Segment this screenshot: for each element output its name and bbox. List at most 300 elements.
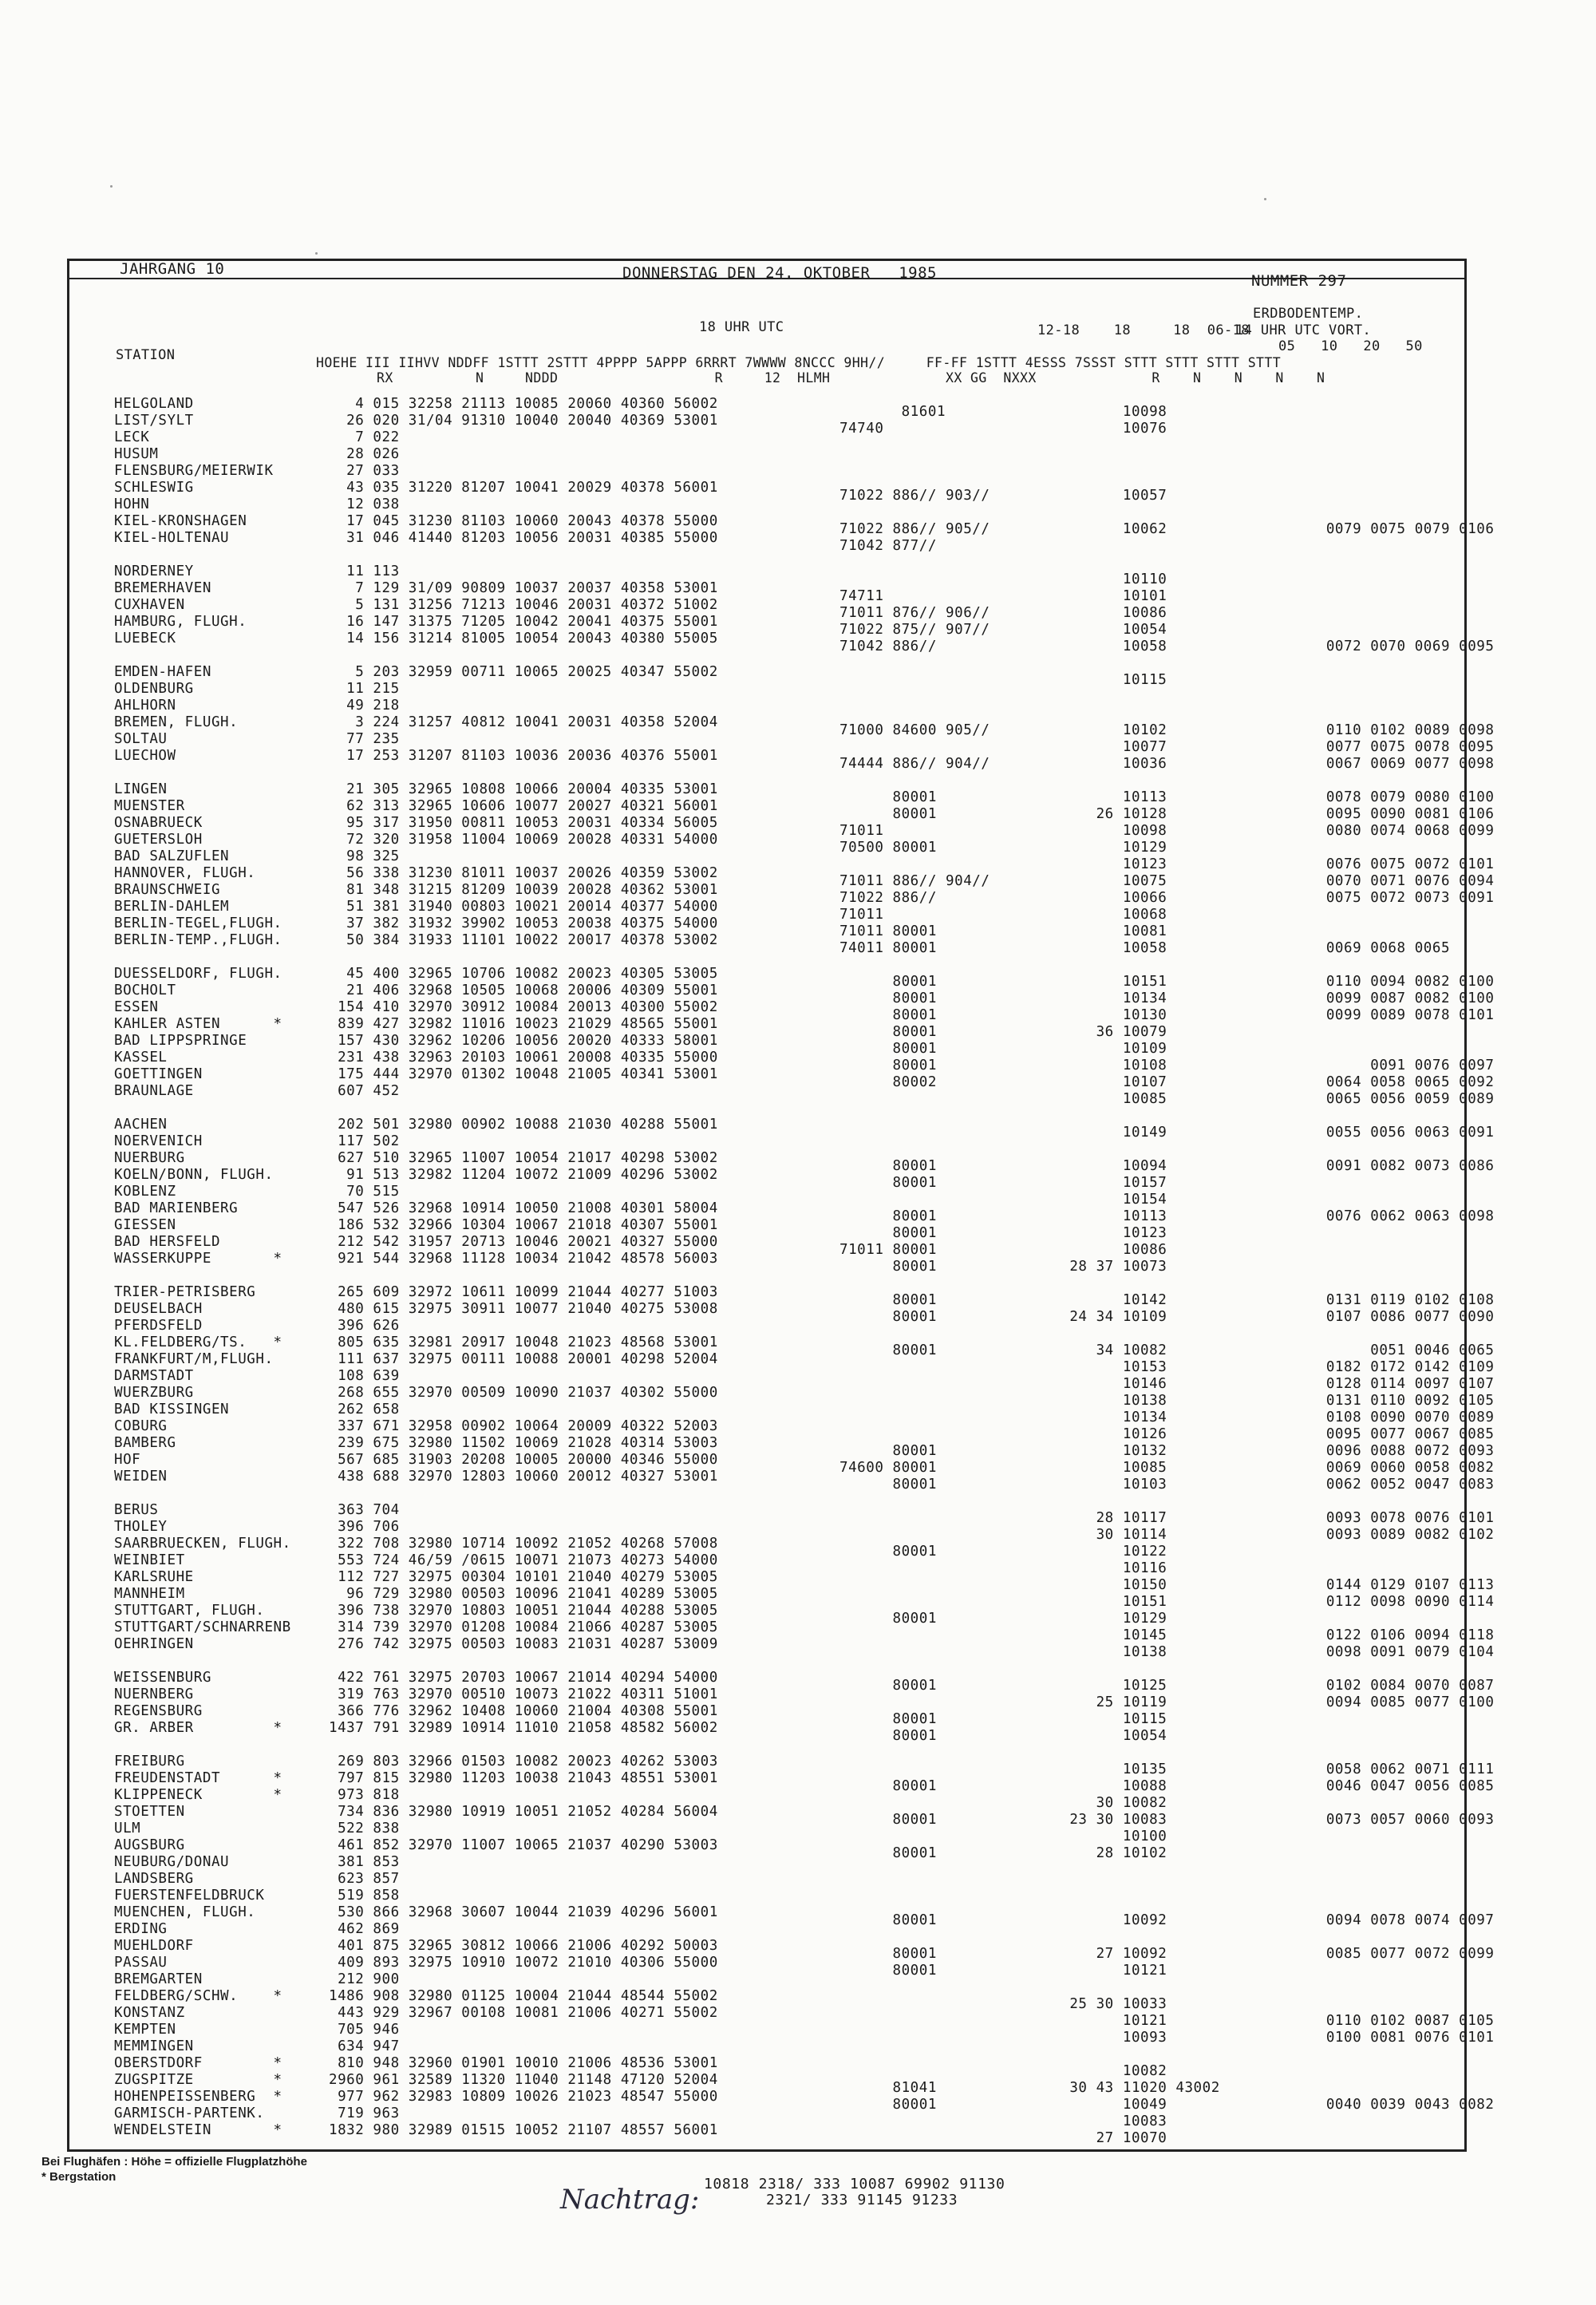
extremes-entry: 10153 0182 0172 0142 0109 bbox=[1034, 1359, 1495, 1375]
extremes-entry: 23 30 10083 0073 0057 0060 0093 bbox=[1034, 1812, 1495, 1828]
weather-group-entry: 70500 80001 bbox=[839, 840, 937, 856]
extremes-entry: 28 37 10073 bbox=[1034, 1259, 1167, 1275]
station-name: KLIPPENECK * bbox=[114, 1787, 282, 1803]
extremes-entry: 10113 0078 0079 0080 0100 bbox=[1034, 789, 1495, 805]
station-name: SCHLESWIG bbox=[114, 480, 194, 496]
synop-row-data: 262 658 bbox=[329, 1402, 400, 1417]
synop-row-data: 805 635 32981 20917 10048 21023 48568 53001 bbox=[329, 1334, 718, 1350]
synop-row-data: 11 215 bbox=[329, 681, 400, 697]
soil-temp-depths: 05 10 20 50 bbox=[1278, 338, 1423, 354]
extremes-entry: 10083 bbox=[1034, 2113, 1167, 2129]
weather-group-entry: 80001 bbox=[839, 1007, 937, 1023]
weather-group-entry: 71042 886// bbox=[839, 639, 937, 654]
station-name: HOF bbox=[114, 1452, 141, 1468]
synop-row-data: 21 305 32965 10808 10066 20004 40335 53001 bbox=[329, 781, 718, 797]
station-name: SAARBRUECKEN, FLUGH. bbox=[114, 1536, 291, 1552]
synop-row-data: 2960 961 32589 11320 11040 21148 47120 52004 bbox=[329, 2072, 718, 2088]
synop-row-data: 567 685 31903 20208 10005 20000 40346 55000 bbox=[329, 1452, 718, 1468]
extremes-entry: 10150 0144 0129 0107 0113 bbox=[1034, 1577, 1495, 1593]
weather-group-entry bbox=[839, 1879, 990, 1896]
extremes-entry: 34 10082 0051 0046 0065 bbox=[1034, 1342, 1495, 1358]
extremes-entry: 10123 0076 0075 0072 0101 bbox=[1034, 856, 1495, 872]
station-name bbox=[114, 1267, 291, 1284]
synop-row-data: 157 430 32962 10206 10056 20020 40333 58001 bbox=[329, 1033, 718, 1049]
synop-row-data: 3 224 31257 40812 10041 20031 40358 52004 bbox=[329, 714, 718, 730]
extremes-entry: 10098 0080 0074 0068 0099 bbox=[1034, 823, 1495, 839]
synop-row-data: 462 869 bbox=[329, 1921, 400, 1937]
weather-group-entry: 80001 bbox=[839, 1711, 937, 1727]
station-name: KL.FELDBERG/TS. * bbox=[114, 1334, 282, 1350]
weather-group-entry bbox=[839, 1359, 990, 1376]
station-name: NOERVENICH bbox=[114, 1133, 203, 1149]
extremes-entry: 28 10117 0093 0078 0076 0101 bbox=[1034, 1510, 1495, 1526]
weather-group-entry bbox=[839, 1125, 990, 1141]
synop-row-data: 16 147 31375 71205 10042 20041 40375 55001 bbox=[329, 614, 718, 630]
weather-group-entry: 80001 bbox=[839, 1058, 937, 1073]
weather-group-entry bbox=[839, 957, 990, 974]
station-name bbox=[114, 647, 291, 664]
weather-group-entry: 74444 886// 904// bbox=[839, 756, 990, 772]
weather-group-entry: 71042 877// bbox=[839, 538, 937, 554]
synop-row-data: 7 022 bbox=[329, 429, 400, 445]
weather-groups-column bbox=[839, 404, 990, 2147]
synop-row-data: 522 838 bbox=[329, 1821, 400, 1836]
weather-group-entry: 81601 bbox=[839, 404, 946, 420]
station-name: BREMERHAVEN bbox=[114, 580, 211, 596]
synop-row-data: 461 852 32970 11007 10065 21037 40290 53003 bbox=[329, 1837, 718, 1853]
station-name: BREMEN, FLUGH. bbox=[114, 714, 239, 730]
extremes-entry: 10146 0128 0114 0097 0107 bbox=[1034, 1376, 1495, 1392]
station-name: WEINBIET bbox=[114, 1552, 185, 1568]
footnote-airport-height: Bei Flughäfen : Höhe = offizielle Flugplatzhöhe bbox=[41, 2155, 307, 2169]
weather-group-entry bbox=[839, 773, 990, 789]
station-name: STUTTGART/SCHNARRENB bbox=[114, 1619, 291, 1635]
extremes-entry: 10134 0099 0087 0082 0100 bbox=[1034, 990, 1495, 1006]
synop-row-data bbox=[329, 1653, 718, 1670]
extremes-entry: 10121 bbox=[1034, 1963, 1167, 1979]
station-name: KIEL-HOLTENAU bbox=[114, 530, 230, 546]
extremes-entry: 10098 bbox=[1034, 404, 1167, 420]
station-name: LUEBECK bbox=[114, 631, 176, 646]
weather-group-entry bbox=[839, 672, 990, 689]
weather-group-entry bbox=[839, 471, 990, 488]
extremes-entry: 10129 bbox=[1034, 840, 1167, 856]
extremes-entry: 10132 0096 0088 0072 0093 bbox=[1034, 1443, 1495, 1459]
extremes-entry: 10154 bbox=[1034, 1192, 1167, 1208]
weather-group-entry: 80001 bbox=[839, 1158, 937, 1174]
synop-row-data: 268 655 32970 00509 10090 21037 40302 55000 bbox=[329, 1385, 718, 1401]
extremes-entry: 10086 bbox=[1034, 605, 1167, 621]
extremes-entry bbox=[1034, 1929, 1494, 1946]
station-name: EMDEN-HAFEN bbox=[114, 664, 211, 680]
station-name: SOLTAU bbox=[114, 731, 168, 747]
extremes-entry: 10130 0099 0089 0078 0101 bbox=[1034, 1007, 1495, 1023]
station-name: BERUS bbox=[114, 1502, 159, 1518]
extremes-entry bbox=[1034, 655, 1494, 672]
weather-group-entry bbox=[839, 454, 990, 471]
station-name bbox=[114, 765, 291, 781]
synop-row-data: 519 858 bbox=[329, 1888, 400, 1904]
secondary-time-heading: 12-18 18 18 06-18 bbox=[1037, 322, 1250, 338]
synop-row-data: 973 818 bbox=[329, 1787, 400, 1803]
synop-row-data: 91 513 32982 11204 10072 21009 40296 53002 bbox=[329, 1167, 718, 1183]
synop-row-data: 28 026 bbox=[329, 446, 400, 462]
station-name: ZUGSPITZE * bbox=[114, 2072, 282, 2088]
extremes-entry: 10126 0095 0077 0067 0085 bbox=[1034, 1426, 1495, 1442]
extremes-entry: 10054 bbox=[1034, 622, 1167, 638]
synop-row-data bbox=[329, 1100, 718, 1117]
synop-row-data: 51 381 31940 00803 10021 20014 40377 54000 bbox=[329, 899, 718, 915]
station-name: BERLIN-TEMP.,FLUGH. bbox=[114, 932, 282, 948]
extremes-entry bbox=[1034, 706, 1494, 722]
weather-group-entry: 80001 bbox=[839, 1342, 937, 1358]
station-name: FREIBURG bbox=[114, 1753, 185, 1769]
extremes-entry bbox=[1034, 1108, 1494, 1125]
column-codes-row-1: HOEHE III IIHVV NDDFF 1STTT 2STTT 4PPPP 5APPP 6RRRT 7WWWW 8NCCC 9HH// FF-FF 1STTT 4ESSS 7SSST STTT STTT STTT STTT bbox=[316, 355, 1282, 370]
extremes-entry: 10058 0072 0070 0069 0095 bbox=[1034, 639, 1495, 654]
extremes-entry: 10151 0110 0094 0082 0100 bbox=[1034, 974, 1495, 990]
station-name: KONSTANZ bbox=[114, 2005, 185, 2021]
station-name: NEUBURG/DONAU bbox=[114, 1854, 230, 1870]
weather-group-entry: 74011 80001 bbox=[839, 940, 937, 956]
synop-row-data: 7 129 31/09 90809 10037 20037 40358 53001 bbox=[329, 580, 718, 596]
extremes-entry: 10086 bbox=[1034, 1242, 1167, 1258]
synop-row-data: 443 929 32967 00108 10081 21006 40271 55002 bbox=[329, 2005, 718, 2021]
weather-group-entry: 80001 bbox=[839, 1208, 937, 1224]
weather-group-entry bbox=[839, 2046, 990, 2063]
synop-row-data: 422 761 32975 20703 10067 21014 40294 54000 bbox=[329, 1670, 718, 1686]
station-name: BREMGARTEN bbox=[114, 1971, 203, 1987]
addendum-line-2: 2321/ 333 91145 91233 bbox=[766, 2192, 958, 2208]
weather-group-entry: 71022 886// 903// bbox=[839, 488, 990, 504]
extremes-entry: 10101 bbox=[1034, 588, 1167, 604]
extremes-entry: 10093 0100 0081 0076 0101 bbox=[1034, 2030, 1495, 2046]
station-name: TRIER-PETRISBERG bbox=[114, 1284, 256, 1300]
weather-group-entry: 80001 bbox=[839, 1678, 937, 1694]
station-name: OLDENBURG bbox=[114, 681, 194, 697]
station-name: KAHLER ASTEN * bbox=[114, 1016, 282, 1032]
station-name: AHLHORN bbox=[114, 698, 176, 714]
station-name: MEMMINGEN bbox=[114, 2038, 194, 2054]
station-name: HOHN bbox=[114, 496, 150, 512]
weather-group-entry bbox=[839, 1829, 990, 1845]
weather-group-entry bbox=[839, 1761, 990, 1778]
weather-group-entry: 80001 bbox=[839, 1912, 937, 1928]
station-name: BOCHOLT bbox=[114, 982, 176, 998]
extremes-entry: 26 10128 0095 0090 0081 0106 bbox=[1034, 806, 1495, 822]
station-name: LANDSBERG bbox=[114, 1871, 194, 1887]
station-name: STOETTEN bbox=[114, 1804, 185, 1820]
synop-row-data: 202 501 32980 00902 10088 21030 40288 55001 bbox=[329, 1117, 718, 1133]
extremes-entry: 10125 0102 0084 0070 0087 bbox=[1034, 1678, 1495, 1694]
scan-speck bbox=[110, 185, 113, 188]
weather-group-entry: 80001 bbox=[839, 1845, 937, 1861]
extremes-entry: 10145 0122 0106 0094 0118 bbox=[1034, 1627, 1495, 1643]
station-name: BAD MARIENBERG bbox=[114, 1200, 239, 1216]
extremes-entry bbox=[1034, 1879, 1494, 1896]
scan-speck bbox=[1264, 198, 1266, 200]
weather-group-entry: 71011 876// 906// bbox=[839, 605, 990, 621]
extremes-entry bbox=[1034, 957, 1494, 974]
weather-group-entry bbox=[839, 2063, 990, 2080]
extremes-entry: 10110 bbox=[1034, 571, 1167, 587]
station-name: HAMBURG, FLUGH. bbox=[114, 614, 247, 630]
synop-row-data: 37 382 31932 39902 10053 20038 40375 54000 bbox=[329, 915, 718, 931]
station-name: HELGOLAND bbox=[114, 396, 194, 412]
weather-group-entry bbox=[839, 555, 990, 571]
weather-group-entry: 71011 886// 904// bbox=[839, 873, 990, 889]
weather-group-entry bbox=[839, 655, 990, 672]
weather-group-entry: 80001 bbox=[839, 1225, 937, 1241]
station-name: KARLSRUHE bbox=[114, 1569, 194, 1585]
synop-row-data bbox=[329, 1485, 718, 1502]
synop-row-data: 734 836 32980 10919 10051 21052 40284 56004 bbox=[329, 1804, 718, 1820]
station-name: PASSAU bbox=[114, 1955, 168, 1971]
station-name: LINGEN bbox=[114, 781, 168, 797]
weather-group-entry bbox=[839, 1896, 990, 1912]
synop-row-data: 314 739 32970 01208 10084 21066 40287 53005 bbox=[329, 1619, 718, 1635]
extremes-entry: 10123 bbox=[1034, 1225, 1167, 1241]
extremes-entry: 10085 0069 0060 0058 0082 bbox=[1034, 1460, 1495, 1476]
synop-row-data: 719 963 bbox=[329, 2105, 400, 2121]
weather-group-entry bbox=[839, 1108, 990, 1125]
weather-group-entry bbox=[839, 739, 990, 756]
weather-group-entry: 80001 bbox=[839, 789, 937, 805]
extremes-entry bbox=[1034, 1862, 1494, 1879]
weather-group-entry bbox=[839, 706, 990, 722]
extremes-entry bbox=[1034, 471, 1494, 488]
weather-group-entry: 80001 bbox=[839, 1024, 937, 1040]
extremes-entry: 10088 0046 0047 0056 0085 bbox=[1034, 1778, 1495, 1794]
synop-row-data: 553 724 46/59 /0615 10071 21073 40273 54000 bbox=[329, 1552, 718, 1568]
weather-group-entry: 71022 886// bbox=[839, 890, 937, 906]
synop-row-data: 1437 791 32989 10914 11010 21058 48582 56002 bbox=[329, 1720, 718, 1736]
station-name: BAMBERG bbox=[114, 1435, 176, 1451]
synop-row-data: 1832 980 32989 01515 10052 21107 48557 56001 bbox=[329, 2122, 718, 2138]
extremes-entry: 10094 0091 0082 0073 0086 bbox=[1034, 1158, 1495, 1174]
weather-group-entry bbox=[839, 1393, 990, 1409]
station-name: ERDING bbox=[114, 1921, 168, 1937]
station-name: LUECHOW bbox=[114, 748, 176, 764]
synop-row-data: 239 675 32980 11502 10069 21028 40314 53003 bbox=[329, 1435, 718, 1451]
station-name: THOLEY bbox=[114, 1519, 168, 1535]
weather-group-entry: 80001 bbox=[839, 1778, 937, 1794]
extremes-entry bbox=[1034, 1275, 1494, 1292]
synop-row-data: 112 727 32975 00304 10101 21040 40279 53005 bbox=[329, 1569, 718, 1585]
station-name: WASSERKUPPE * bbox=[114, 1251, 282, 1267]
synop-row-data: 77 235 bbox=[329, 731, 400, 747]
station-name: STUTTGART, FLUGH. bbox=[114, 1603, 265, 1619]
synop-row-data: 98 325 bbox=[329, 848, 400, 864]
extremes-entry: 10085 0065 0056 0059 0089 bbox=[1034, 1091, 1495, 1107]
station-name bbox=[114, 1100, 291, 1117]
synop-row-data: 27 033 bbox=[329, 463, 400, 479]
station-name: BRAUNSCHWEIG bbox=[114, 882, 221, 898]
station-name: GUETERSLOH bbox=[114, 832, 203, 848]
station-name bbox=[114, 949, 291, 966]
extremes-entry: 10092 0094 0078 0074 0097 bbox=[1034, 1912, 1495, 1928]
synop-row-data: 14 156 31214 81005 10054 20043 40380 55005 bbox=[329, 631, 718, 646]
station-name: DARMSTADT bbox=[114, 1368, 194, 1384]
station-name: OBERSTDORF * bbox=[114, 2055, 282, 2071]
extremes-entry: 10151 0112 0098 0090 0114 bbox=[1034, 1594, 1495, 1610]
extremes-entry: 28 10102 bbox=[1034, 1845, 1167, 1861]
station-name: FRANKFURT/M,FLUGH. bbox=[114, 1351, 274, 1367]
station-name: COBURG bbox=[114, 1418, 168, 1434]
synop-row-data: 705 946 bbox=[329, 2022, 400, 2038]
scan-speck bbox=[315, 252, 318, 255]
extremes-entry bbox=[1034, 1326, 1494, 1342]
weather-group-entry bbox=[839, 437, 990, 454]
weather-group-entry: 80001 bbox=[839, 1443, 937, 1459]
synop-row-data bbox=[329, 949, 718, 966]
weather-group-entry: 71011 bbox=[839, 823, 884, 839]
station-name: ESSEN bbox=[114, 999, 159, 1015]
volume-label: JAHRGANG 10 bbox=[120, 260, 225, 278]
extremes-entry: 36 10079 bbox=[1034, 1024, 1167, 1040]
synop-row-data: 111 637 32975 00111 10088 20001 40298 52004 bbox=[329, 1351, 718, 1367]
synop-row-data: 26 020 31/04 91310 10040 20040 40369 53001 bbox=[329, 413, 718, 429]
synop-row-data: 72 320 31958 11004 10069 20028 40331 54000 bbox=[329, 832, 718, 848]
synop-row-data: 319 763 32970 00510 10073 21022 40311 51001 bbox=[329, 1686, 718, 1702]
synop-row-data: 530 866 32968 30607 10044 21039 40296 56001 bbox=[329, 1904, 718, 1920]
synop-row-data: 607 452 bbox=[329, 1083, 400, 1099]
extremes-entry: 30 10082 bbox=[1034, 1795, 1167, 1811]
synop-row-data: 921 544 32968 11128 10034 21042 48578 56003 bbox=[329, 1251, 718, 1267]
weather-group-entry bbox=[839, 571, 990, 588]
extremes-entry: 10066 0075 0072 0073 0091 bbox=[1034, 890, 1495, 906]
synop-row-data: 977 962 32983 10809 10026 21023 48547 55000 bbox=[329, 2089, 718, 2105]
soil-temp-title: ERDBODENTEMP. bbox=[1253, 306, 1364, 322]
station-name: BAD KISSINGEN bbox=[114, 1402, 230, 1417]
synop-row-data: 50 384 31933 11101 10022 20017 40378 53002 bbox=[329, 932, 718, 948]
extremes-entry: 25 10119 0094 0085 0077 0100 bbox=[1034, 1694, 1495, 1710]
weather-group-entry bbox=[839, 1644, 990, 1661]
extremes-entry: 10121 0110 0102 0087 0105 bbox=[1034, 2013, 1495, 2029]
station-name bbox=[114, 1485, 291, 1502]
weather-group-entry: 80001 bbox=[839, 990, 937, 1006]
synop-row-data: 396 706 bbox=[329, 1519, 400, 1535]
extremes-entry: 30 10114 0093 0089 0082 0102 bbox=[1034, 1527, 1495, 1543]
synop-row-data: 322 708 32980 10714 10092 21052 40268 57008 bbox=[329, 1536, 718, 1552]
extremes-entry: 10115 bbox=[1034, 1711, 1167, 1727]
synop-row-data: 623 857 bbox=[329, 1871, 400, 1887]
synop-row-data: 396 626 bbox=[329, 1318, 400, 1334]
extremes-entry: 10134 0108 0090 0070 0089 bbox=[1034, 1409, 1495, 1425]
extremes-entry: 10103 0062 0052 0047 0083 bbox=[1034, 1477, 1495, 1493]
station-name: BRAUNLAGE bbox=[114, 1083, 194, 1099]
synop-row-data: 276 742 32975 00503 10083 21031 40287 53009 bbox=[329, 1636, 718, 1652]
weather-group-entry: 80001 bbox=[839, 1477, 937, 1493]
extremes-soil-temp-column bbox=[1034, 404, 1494, 2147]
station-name: LECK bbox=[114, 429, 150, 445]
synop-row-data: 81 348 31215 81209 10039 20028 40362 53001 bbox=[329, 882, 718, 898]
synop-row-data: 17 045 31230 81103 10060 20043 40378 55000 bbox=[329, 513, 718, 529]
station-name: WEISSENBURG bbox=[114, 1670, 211, 1686]
station-name: NUERBURG bbox=[114, 1150, 185, 1166]
weather-group-entry: 71022 875// 907// bbox=[839, 622, 990, 638]
weather-group-entry bbox=[839, 1510, 990, 1527]
station-name: PFERDSFELD bbox=[114, 1318, 203, 1334]
weather-group-entry: 80001 bbox=[839, 2097, 937, 2113]
weather-group-entry bbox=[839, 856, 990, 873]
extremes-entry: 10135 0058 0062 0071 0111 bbox=[1034, 1761, 1495, 1777]
weather-group-entry bbox=[839, 1141, 990, 1158]
observation-time-heading: 18 UHR UTC bbox=[699, 319, 784, 335]
weather-group-entry: 71022 886// 905// bbox=[839, 521, 990, 537]
weather-group-entry bbox=[839, 1192, 990, 1208]
synop-row-data bbox=[329, 1267, 718, 1284]
station-name: HOHENPEISSENBERG * bbox=[114, 2089, 282, 2105]
station-name: KEMPTEN bbox=[114, 2022, 176, 2038]
weather-group-entry bbox=[839, 1527, 990, 1544]
station-name bbox=[114, 1737, 291, 1753]
report-date: DONNERSTAG DEN 24. OKTOBER 1985 bbox=[622, 264, 937, 282]
weather-group-entry: 71011 80001 bbox=[839, 1242, 937, 1258]
extremes-entry: 25 30 10033 bbox=[1034, 1996, 1167, 2012]
extremes-entry: 10149 0055 0056 0063 0091 bbox=[1034, 1125, 1495, 1141]
synop-row-data bbox=[329, 1737, 718, 1753]
weather-group-entry: 71011 80001 bbox=[839, 923, 937, 939]
weather-group-entry: 81041 bbox=[839, 2080, 937, 2096]
weather-group-entry bbox=[839, 1745, 990, 1761]
synop-row-data: 186 532 32966 10304 10067 21018 40307 55001 bbox=[329, 1217, 718, 1233]
weather-group-entry bbox=[839, 1594, 990, 1611]
extremes-entry: 10142 0131 0119 0102 0108 bbox=[1034, 1292, 1495, 1308]
extremes-entry: 27 10070 bbox=[1034, 2130, 1167, 2146]
synop-row-data: 1486 908 32980 01125 10004 21044 48544 55002 bbox=[329, 1988, 718, 2004]
column-codes-row-2: RX N NDDD R 12 HLMH XX GG NXXX R N N N N bbox=[377, 370, 1325, 385]
weather-group-entry bbox=[839, 1862, 990, 1879]
synop-row-data: 108 639 bbox=[329, 1368, 400, 1384]
synop-row-data: 634 947 bbox=[329, 2038, 400, 2054]
synop-row-data bbox=[329, 647, 718, 664]
synop-row-data: 212 900 bbox=[329, 1971, 400, 1987]
addendum-line-1: 10818 2318/ 333 10087 69902 91130 bbox=[704, 2176, 1005, 2192]
extremes-entry: 10081 bbox=[1034, 923, 1167, 939]
weather-group-entry: 80001 bbox=[839, 1259, 937, 1275]
extremes-entry: 10057 bbox=[1034, 488, 1167, 504]
station-name: DUESSELDORF, FLUGH. bbox=[114, 966, 282, 982]
station-name: FLENSBURG/MEIERWIK bbox=[114, 463, 274, 479]
extremes-entry: 10122 bbox=[1034, 1544, 1167, 1560]
station-name: GOETTINGEN bbox=[114, 1066, 203, 1082]
synop-row-data: 175 444 32970 01302 10048 21005 40341 53001 bbox=[329, 1066, 718, 1082]
weather-group-entry bbox=[839, 2030, 990, 2046]
extremes-entry: 30 43 11020 43002 bbox=[1034, 2080, 1220, 2096]
weather-group-entry: 80001 bbox=[839, 974, 937, 990]
station-name: FUERSTENFELDBRUCK bbox=[114, 1888, 265, 1904]
synop-row-data: 381 853 bbox=[329, 1854, 400, 1870]
synop-row-data: 11 113 bbox=[329, 563, 400, 579]
synop-row-data: 212 542 31957 20713 10046 20021 40327 55000 bbox=[329, 1234, 718, 1250]
extremes-entry: 10036 0067 0069 0077 0098 bbox=[1034, 756, 1495, 772]
extremes-entry: 10076 bbox=[1034, 421, 1167, 437]
extremes-entry bbox=[1034, 538, 1494, 555]
soil-temp-time: 14 UHR UTC VORT. bbox=[1235, 322, 1372, 338]
synop-row-data: 231 438 32963 20103 10061 20008 40335 55000 bbox=[329, 1050, 718, 1066]
extremes-entry bbox=[1034, 1896, 1494, 1912]
synop-row-data: 70 515 bbox=[329, 1184, 400, 1200]
synop-row-data: 401 875 32965 30812 10066 21006 40292 50003 bbox=[329, 1938, 718, 1954]
station-name: WEIDEN bbox=[114, 1469, 168, 1485]
station-name: KOELN/BONN, FLUGH. bbox=[114, 1167, 274, 1183]
station-name: BERLIN-DAHLEM bbox=[114, 899, 230, 915]
extremes-entry: 10102 0110 0102 0089 0098 bbox=[1034, 722, 1495, 738]
weather-group-entry: 80001 bbox=[839, 1728, 937, 1744]
weather-group-entry: 80001 bbox=[839, 1041, 937, 1057]
extremes-entry bbox=[1034, 1493, 1494, 1510]
